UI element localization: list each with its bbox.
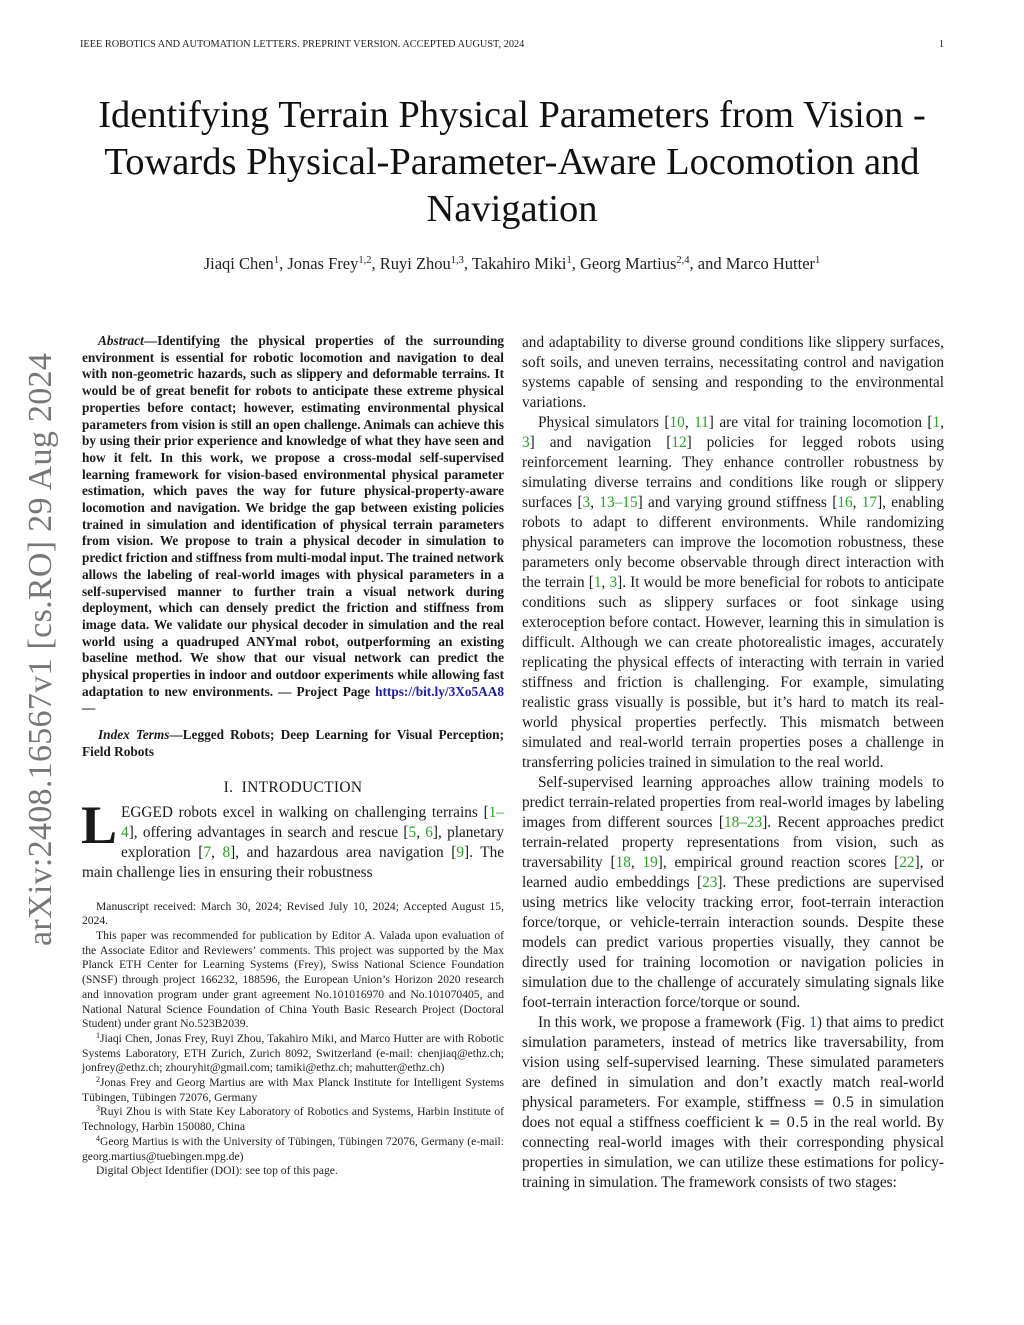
citation-link[interactable]: 16	[837, 494, 853, 511]
footnote-received: Manuscript received: March 30, 2024; Revised July 10, 2024; Accepted August 15, 2024.	[82, 899, 504, 928]
section-heading-introduction	[82, 779, 504, 797]
dropcap: L	[81, 794, 118, 855]
text-run: ], or learned audio embeddings [	[522, 854, 944, 891]
citation-link[interactable]: 1	[593, 574, 602, 591]
citation-link[interactable]: 18	[615, 854, 631, 871]
text-run: in simulation does not equal a stiffness coefficient	[522, 1094, 944, 1131]
index-terms	[82, 727, 504, 760]
citation-link[interactable]: 13–15	[599, 494, 638, 511]
text-run: ], and hazardous area navigation [	[230, 843, 457, 861]
abstract-tail: —	[82, 700, 96, 716]
footnote-text: Ruyi Zhou is with State Key Laboratory of Robotics and Systems, Harbin Institute of Technology, Harbin 150080, China	[82, 1105, 504, 1134]
text-run: ,	[601, 574, 610, 591]
section-title: INTRODUCTION	[241, 778, 363, 796]
footnote-affiliation	[82, 1076, 504, 1105]
citation-link[interactable]: 19	[642, 854, 658, 871]
author-name: Marco Hutter	[725, 254, 816, 273]
text-run: ,	[630, 854, 643, 871]
citation-link[interactable]: 5	[408, 823, 417, 841]
citation-link[interactable]: 11	[694, 414, 709, 431]
text-run: ], planetary exploration [	[121, 823, 504, 861]
text-run: EGGED robots excel in walking on challenging terrains [	[121, 803, 489, 821]
footnote-recommendation: This paper was recommended for publication by Editor A. Valada upon evaluation of the Associate Editor and Reviewers’ comments. This project was supported by the Max Planck ETH Center for Learning Systems (Frey), Swiss National Science Foundation (SNSF) through project 166232, 188596, the European Union’s Horizon 2020 research and innovation program under grant agreement No.101016970 and No.101070405, and National Natural Science Foundation of China Youth Basic Research Project (Doctoral Student) under grant No.523B2039.	[82, 928, 504, 1031]
intro-paragraph-4	[522, 1013, 944, 1193]
text-run: in the real world. By connecting real-world images with their corresponding physical properties in simulation, we can utilize these estimations for policy-training in simulation. The framework consists of two stages:	[522, 1114, 944, 1191]
footnote-affiliations	[82, 1032, 504, 1164]
citation-link[interactable]: 1	[932, 414, 941, 431]
text-run: Physical simulators [	[538, 414, 670, 431]
author-affiliation-mark: 1	[815, 255, 821, 266]
text-run: ,	[940, 414, 944, 431]
text-run: ] policies for legged robots using reinforcement learning. They enhance controller robustness by simulating diverse terrains and conditions like rough or slippery surfaces [	[522, 434, 944, 511]
index-terms-text: Legged Robots; Deep Learning for Visual Perception; Field Robots	[82, 727, 504, 759]
figure-reference-link[interactable]: 1	[809, 1014, 817, 1031]
author-name: Jonas Frey	[287, 254, 359, 273]
footnotes	[82, 900, 504, 1179]
abstract	[82, 333, 504, 717]
text-run: ) that aims to predict simulation parameters, instead of metrics like traversability, from vision using self-supervised learning. These simulated parameters are defined in simulation and don’t exactly match real-world physical parameters. For example,	[522, 1014, 944, 1111]
citation-link[interactable]: 7	[203, 843, 212, 861]
author-name: Takahiro Miki	[471, 254, 567, 273]
text-run: ,	[684, 414, 695, 431]
inline-math: k = 0.5	[754, 1115, 809, 1131]
index-terms-label: Index Terms	[98, 727, 170, 743]
project-page-link[interactable]: https://bit.ly/3Xo5AA8	[375, 683, 504, 699]
footnote-text: Georg Martius is with the University of Tübingen, Tübingen 72076, Germany (e-mail: georg.martius@tuebingen.mpg.de)	[82, 1134, 504, 1163]
paper-title: Identifying Terrain Physical Parameters from Vision - Towards Physical-Parameter-Aware Locomotion and Navigation	[98, 94, 926, 230]
text-run: ]. These predictions are supervised using metrics like velocity tracking error, foot-terrain interaction force/torque, or vehicle-terrain interaction sounds. Despite these models can predict various properties visually, they cannot be directly used for training locomotion or navigation policies in simulation due to the challenge of accurately simulating signals like foot-terrain interaction force/torque or sound.	[522, 874, 945, 1011]
footnote-doi: Digital Object Identifier (DOI): see top of this page.	[96, 1164, 338, 1178]
text-run: ], enabling robots to adapt to different environments. While randomizing physical parameters can improve the locomotion robustness, these parameters only become observable through direct interaction with the terrain [	[522, 494, 944, 591]
page-number: 1	[938, 39, 944, 50]
citation-link[interactable]: 9	[456, 843, 464, 861]
footnote-mark: 4	[96, 1133, 100, 1143]
citation-link[interactable]: 3	[582, 494, 591, 511]
author-affiliation-mark: 1	[566, 255, 572, 266]
section-number: I.	[223, 778, 234, 796]
author-affiliation-mark: 2,4	[676, 255, 690, 266]
intro-paragraph-1	[81, 794, 505, 883]
footnote-mark: 3	[96, 1104, 100, 1114]
index-terms-dash: —	[169, 727, 183, 743]
citation-link[interactable]: 12	[671, 434, 687, 451]
author-affiliation-mark: 1,2	[358, 255, 372, 266]
text-run: ]. It would be more beneficial for robots to anticipate conditions such as slippery surfaces or foot sinkage using exteroception before contact. However, learning this in simulation is difficult. Although we can create photorealistic images, accurately replicating the physical effects of interacting with terrain in varied stiffness and friction is challenging. For example, simulating realistic grass visually is possible, but it’s hard to match its real-world physical properties perfectly. This mismatch between simulated and real-world terrain properties poses a challenge in transferring policies trained in simulation to the real world.	[522, 574, 944, 771]
author-name: Ruyi Zhou	[379, 254, 451, 273]
text-run: ]. Recent approaches predict terrain-related property representations from vision, such as traversability [	[522, 814, 944, 871]
intro-paragraph-3	[522, 773, 944, 1013]
footnote-affiliation	[82, 1135, 504, 1164]
text-run: ], offering advantages in search and rescue [	[128, 823, 409, 841]
author-name: Georg Martius	[579, 254, 677, 273]
footnote-affiliation	[82, 1032, 504, 1076]
running-head	[80, 39, 944, 50]
text-run: ,	[852, 494, 862, 511]
journal-header: IEEE ROBOTICS AND AUTOMATION LETTERS. PREPRINT VERSION. ACCEPTED AUGUST, 2024	[80, 39, 525, 50]
citation-link[interactable]: 3	[609, 574, 618, 591]
text-run: Self-supervised learning approaches allow training models to predict terrain-related properties from real-world images by labeling images from different sources [	[522, 774, 944, 831]
footnote-mark: 2	[96, 1075, 100, 1085]
citation-link[interactable]: 1–4	[121, 803, 504, 841]
footnote-affiliation	[82, 1105, 504, 1134]
citation-link[interactable]: 6	[425, 823, 433, 841]
text-run: ] are vital for training locomotion [	[708, 414, 933, 431]
footnote-mark: 1	[96, 1030, 100, 1040]
text-run: ,	[416, 823, 426, 841]
right-column	[522, 333, 944, 1193]
arxiv-stamp: arXiv:2408.16567v1 [cs.RO] 29 Aug 2024	[22, 352, 59, 946]
text-run: ,	[211, 843, 223, 861]
text-run: ] and varying ground stiffness [	[637, 494, 838, 511]
footnote-text: Jiaqi Chen, Jonas Frey, Ruyi Zhou, Takahiro Miki, and Marco Hutter are with Robotic Systems Laboratory, ETH Zurich, Zurich 8092, Switzerland (e-mail: chenjiaq@ethz.ch; jonfrey@ethz.ch; zhouryhit@gmail.com; tamiki@ethz.ch; mahutter@ethz.ch)	[82, 1031, 504, 1075]
citation-link[interactable]: 22	[899, 854, 915, 871]
author-affiliation-mark: 1,3	[450, 255, 464, 266]
citation-link[interactable]: 18–23	[723, 814, 763, 831]
text-run: ], empirical ground reaction scores [	[657, 854, 900, 871]
abstract-text: Identifying the physical properties of the surrounding environment is essential for robotic locomotion and navigation to deal with non-geometric hazards, such as slippery and deformable terrains. It would be of great benefit for robots to anticipate these extreme physical properties before contact; however, estimating environmental physical parameters from vision is still an open challenge. Animals can achieve this by using their prior experience and knowledge of what they have seen and how it felt. In this work, we propose a cross-modal self-supervised learning framework for vision-based environmental physical parameter estimation, which paves the way for future physical-property-aware locomotion and navigation. We bridge the gap between existing policies trained in simulation and identification of physical terrain parameters from vision. We propose to train a physical decoder in simulation to predict friction and stiffness from multi-modal input. The trained network allows the labeling of real-world images with physical parameters in a self-supervised manner to further train a visual network during deployment, which can densely predict the friction and stiffness from image data. We validate our physical decoder in simulation and the real world using a quadruped ANYmal robot, outperforming an existing baseline method. We show that our visual network can predict the physical properties in indoor and outdoor experiments while allowing fast adaptation to new environments. — Project Page	[82, 333, 504, 699]
left-column	[82, 333, 504, 1179]
author-affiliation-mark: 1	[273, 255, 280, 266]
citation-link[interactable]: 8	[222, 843, 231, 861]
abstract-label: Abstract	[98, 333, 144, 348]
abstract-dash: —	[143, 333, 158, 348]
citation-link[interactable]: 17	[861, 494, 878, 511]
author-name: Jiaqi Chen	[203, 254, 274, 273]
text-run: In this work, we propose a framework (Fig.	[538, 1014, 810, 1031]
inline-math: stiffness = 0.5	[747, 1095, 855, 1111]
intro-paragraph-1-continued: and adaptability to diverse ground conditions like slippery surfaces, soft soils, and uneven terrains, necessitating control and navigation systems capable of sensing and responding to the environmental variations.	[522, 334, 944, 411]
citation-link[interactable]: 3	[522, 434, 530, 451]
citation-link[interactable]: 23	[702, 874, 718, 891]
author-list: Jiaqi Chen$^1$, Jonas Frey$^{1,2}$, Ruyi Zhou$^{1,3}$, Takahiro Miki$^1$, Georg Martius$^{2,4}$, and Marco Hutter$^1$	[203, 254, 821, 273]
text-run: ,	[590, 494, 600, 511]
text-run: ] and navigation [	[529, 434, 672, 451]
citation-link[interactable]: 10	[669, 414, 685, 431]
text-run: ]. The main challenge lies in ensuring their robustness	[82, 843, 505, 881]
intro-paragraph-2	[522, 413, 944, 773]
footnote-text: Jonas Frey and Georg Martius are with Max Planck Institute for Intelligent Systems Tübingen, Tübingen 72076, Germany	[82, 1076, 504, 1104]
intro-p1-text	[81, 794, 505, 881]
